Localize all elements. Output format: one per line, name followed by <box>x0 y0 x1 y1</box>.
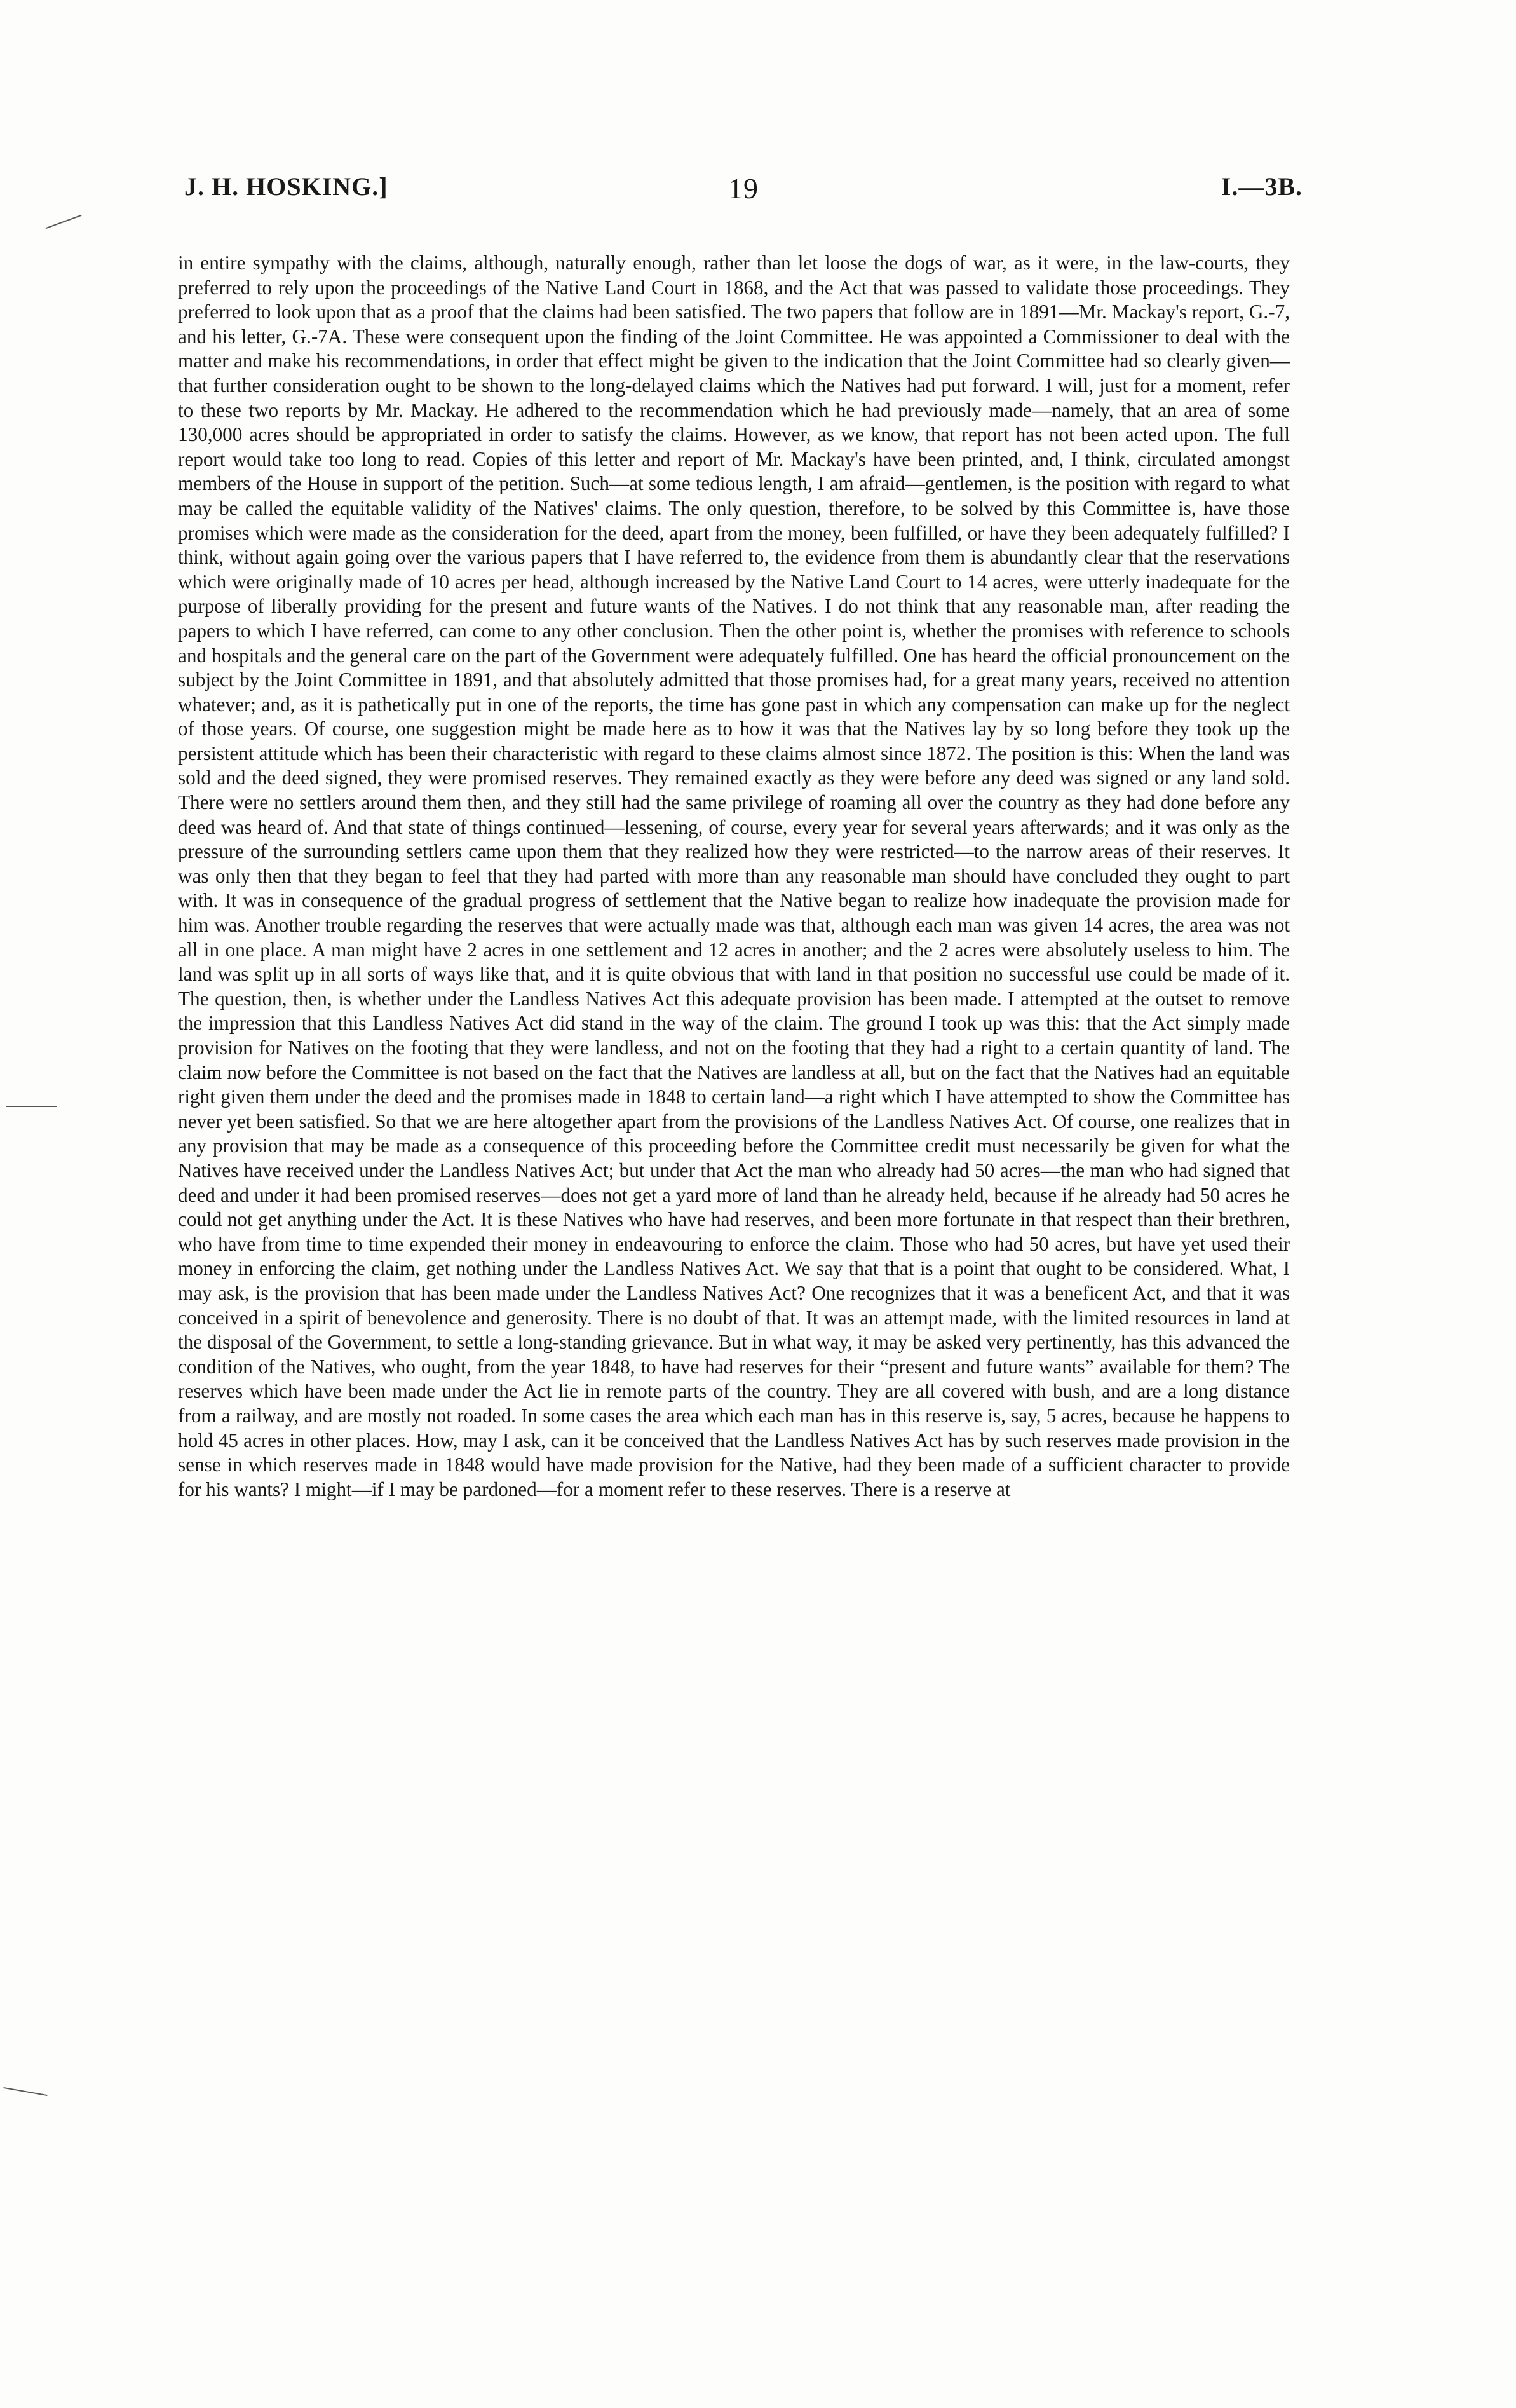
header-speaker: J. H. HOSKING.] <box>184 172 388 201</box>
margin-pencil-mark <box>6 1106 57 1107</box>
page-number: 19 <box>728 172 759 205</box>
page-header <box>184 172 1303 210</box>
document-reference: I.—3B. <box>1221 172 1303 201</box>
body-text-block <box>178 251 1290 1502</box>
margin-pencil-mark <box>45 215 81 229</box>
margin-pencil-mark <box>3 2087 47 2096</box>
body-paragraph: in entire sympathy with the claims, although, naturally enough, rather than let loose the dogs of war, as it were, in the law-courts, they preferred to rely upon the proceedings of the Native Land Court in 1868, and the Act that was passed to validate those proceedings. They preferred to look upon that as a proof that the claims had been satisfied. The two papers that follow are in 1891—Mr. Mackay's report, G.-7, and his letter, G.-7A. These were consequent upon the finding of the Joint Committee. He was appointed a Commissioner to deal with the matter and make his recommendations, in order that effect might be given to the indication that the Joint Committee had so clearly given—that further consideration ought to be shown to the long-delayed claims which the Natives had put forward. I will, just for a moment, refer to these two reports by Mr. Mackay. He adhered to the recommendation which he had previously made—namely, that an area of some 130,000 acres should be appropriated in order to satisfy the claims. However, as we know, that report has not been acted upon. The full report would take too long to read. Copies of this letter and report of Mr. Mackay's have been printed, and, I think, circulated amongst members of the House in support of the petition. Such—at some tedious length, I am afraid—gentlemen, is the position with regard to what may be called the equitable validity of the Natives' claims. The only question, therefore, to be solved by this Committee is, have those promises which were made as the consideration for the deed, apart from the money, been fulfilled, or have they been adequately fulfilled? I think, without again going over the various papers that I have referred to, the evidence from them is abundantly clear that the reservations which were originally made of 10 acres per head, although increased by the Native Land Court to 14 acres, were utterly inadequate for the purpose of liberally providing for the present and future wants of the Natives. I do not think that any reasonable man, after reading the papers to which I have referred, can come to any other conclusion. Then the other point is, whether the promises with reference to schools and hospitals and the general care on the part of the Government were adequately fulfilled. One has heard the official pronouncement on the subject by the Joint Committee in 1891, and that absolutely admitted that those promises had, for a great many years, received no attention whatever; and, as it is pathetically put in one of the reports, the time has gone past in which any compensation can make up for the neglect of those years. Of course, one suggestion might be made here as to how it was that the Natives lay by so long before they took up the persistent attitude which has been their characteristic with regard to these claims almost since 1872. The position is this: When the land was sold and the deed signed, they were promised reserves. They remained exactly as they were before any deed was signed or any land sold. There were no settlers around them then, and they still had the same privilege of roaming all over the country as they had done before any deed was heard of. And that state of things continued—lessening, of course, every year for several years afterwards; and it was only as the pressure of the surrounding settlers came upon them that they realized how they were restricted—to the narrow areas of their reserves. It was only then that they began to feel that they had parted with more than any reasonable man should have concluded they ought to part with. It was in consequence of the gradual progress of settlement that the Native began to realize how inadequate the provision made for him was. Another trouble regarding the reserves that were actually made was that, although each man was given 14 acres, the area was not all in one place. A man might have 2 acres in one settlement and 12 acres in another; and the 2 acres were absolutely useless to him. The land was split up in all sorts of ways like that, and it is quite obvious that with land in that position no successful use could be made of it. The question, then, is whether under the Landless Natives Act this adequate provision has been made. I attempted at the outset to remove the impression that this Landless Natives Act did stand in the way of the claim. The ground I took up was this: that the Act simply made provision for Natives on the footing that they were landless, and not on the footing that they had a right to a certain quantity of land. The claim now before the Committee is not based on the fact that the Natives are landless at all, but on the fact that the Natives had an equitable right given them under the deed and the promises made in 1848 to certain land—a right which I have attempted to show the Committee has never yet been satisfied. So that we are here altogether apart from the provisions of the Landless Natives Act. Of course, one realizes that in any provision that may be made as a consequence of this proceeding before the Committee credit must necessarily be given for what the Natives have received under the Landless Natives Act; but under that Act the man who already had 50 acres—the man who had signed that deed and under it had been promised reserves—does not get a yard more of land than he already held, because if he already had 50 acres he could not get anything under the Act. It is these Natives who have had reserves, and been more fortunate in that respect than their brethren, who have from time to time expended their money in endeavouring to enforce the claim. Those who had 50 acres, but have yet used their money in enforcing the claim, get nothing under the Landless Natives Act. We say that that is a point that ought to be considered. What, I may ask, is the provision that has been made under the Landless Natives Act? One recognizes that it was a beneficent Act, and that it was conceived in a spirit of benevolence and generosity. There is no doubt of that. It was an attempt made, with the limited resources in land at the disposal of the Government, to settle a long-standing grievance. But in what way, it may be asked very pertinently, has this advanced the condition of the Natives, who ought, from the year 1848, to have had reserves for their “present and future wants” available for them? The reserves which have been made under the Act lie in remote parts of the country. They are all covered with bush, and are a long distance from a railway, and are mostly not roaded. In some cases the area which each man has in this reserve is, say, 5 acres, because he happens to hold 45 acres in other places. How, may I ask, can it be conceived that the Landless Natives Act has by such reserves made provision in the sense in which reserves made in 1848 would have made provision for the Native, had they been made of a sufficient character to provide for his wants? I might—if I may be pardoned—for a moment refer to these reserves. There is a reserve at <box>178 252 1290 1500</box>
